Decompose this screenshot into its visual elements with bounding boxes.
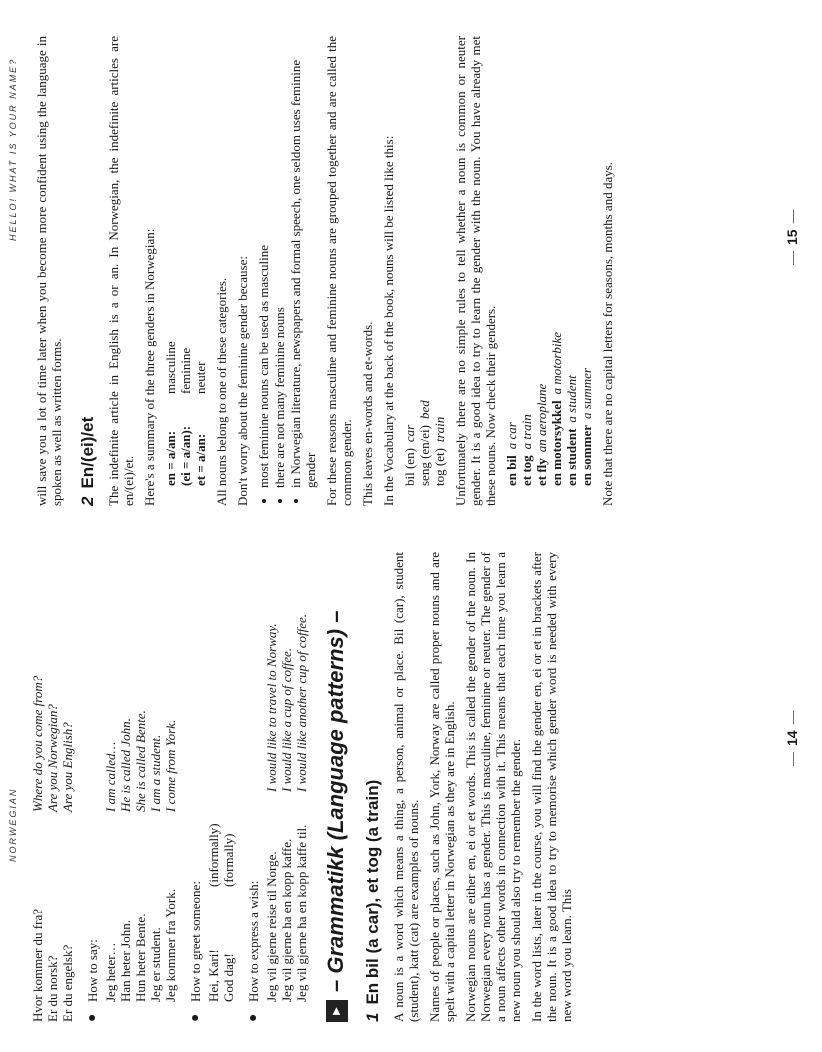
- page-number-right: — 15 —: [785, 203, 800, 271]
- phrase-row: [264, 552, 279, 1002]
- phrase-en: He is called John.: [118, 718, 133, 812]
- summary-row: [193, 36, 208, 486]
- paragraph: Names of people or places, such as John, York, Norway are called proper nouns and are spelt with a capital letter in Norwegian as they are in English.: [427, 552, 457, 1022]
- gender-en: a summer: [579, 368, 594, 419]
- summary-row: [178, 36, 193, 486]
- right-page-content: [28, 36, 621, 506]
- gender-no: en bil: [504, 455, 519, 486]
- paragraph: Unfortunately there are no simple rules to tell whether a noun is common or neuter gender. It is a good idea to try to learn the gender with the noun. You have already met these nouns. Now check their genders.: [453, 36, 498, 506]
- phrase-no: Jeg vil gjerne ha en kopp kaffe.: [279, 838, 294, 1002]
- bullet-how-to-say: [85, 552, 100, 1022]
- running-head-left: NORWEGIAN: [8, 787, 18, 862]
- left-page: [0, 526, 822, 1052]
- gender-en: a student: [564, 375, 579, 423]
- gender-row: [579, 36, 594, 486]
- section-number: 2: [78, 496, 97, 506]
- gender-row: [504, 36, 519, 486]
- section-title: En bil (a car), et tog (a train): [363, 779, 382, 1005]
- left-page-content: [30, 552, 580, 1022]
- how-to-greet-phrases: [206, 552, 236, 1022]
- phrases-intro: [30, 552, 75, 1022]
- gender-en: a car: [504, 422, 519, 450]
- vocab-row: [417, 36, 432, 486]
- vocab-example: [402, 36, 447, 486]
- phrase-row: [294, 552, 309, 1002]
- phrase-row: [163, 552, 178, 1002]
- bullet-dot-icon: ●: [188, 1013, 203, 1022]
- phrase-no: Hun heter Bente.: [133, 913, 148, 1002]
- section-number: 1: [363, 1012, 382, 1022]
- gender-row: [534, 36, 549, 486]
- gender-summary: [163, 36, 208, 486]
- phrase-en: I would like to travel to Norway.: [264, 623, 279, 792]
- phrase-no: Er du norsk?: [45, 955, 60, 1022]
- cassette-icon: ▶: [326, 1000, 348, 1022]
- bullet-label: How to say:: [85, 939, 100, 1002]
- bullet-label: How to greet someone:: [188, 881, 203, 1002]
- paragraph: The indefinite article in English is a or an. In Norwegian, the indefinite articles are en/(ei)/et.: [106, 36, 136, 506]
- phrase-row: [221, 552, 236, 1002]
- gender-no: en sommer: [579, 424, 594, 486]
- paragraph: For these reasons masculine and feminine nouns are grouped together and are called the common gender.: [324, 36, 354, 506]
- bullet-label: How to express a wish:: [246, 880, 261, 1002]
- gender-row: [519, 36, 534, 486]
- summary-row: [163, 36, 178, 486]
- paragraph: A noun is a word which means a thing, a person, animal or place. Bil (car), student (student), katt (cat) are examples of nouns.: [391, 552, 421, 1022]
- page-number-left: — 14 —: [785, 704, 800, 772]
- phrase-row: [103, 552, 118, 1002]
- phrase-no: Jeg vil gjerne reise til Norge.: [264, 851, 279, 1002]
- phrase-en: She is called Bente.: [133, 710, 148, 812]
- summary-value: masculine: [163, 341, 178, 394]
- bullet-how-to-wish: [246, 552, 261, 1022]
- paragraph: All nouns belong to one of these categories.: [214, 277, 229, 506]
- phrase-en: I am a student.: [148, 734, 163, 812]
- phrase-no: Jeg vil gjerne ha en kopp kaffe til.: [294, 824, 309, 1002]
- paragraph: Don't worry about the feminine gender because:: [235, 256, 250, 506]
- phrase-no: Jeg kommer fra York.: [163, 888, 178, 1002]
- vocab-row: [402, 36, 417, 486]
- phrase-row: [118, 552, 133, 1002]
- gender-row: [549, 36, 564, 486]
- gender-en: a train: [519, 414, 534, 450]
- phrase-row: [60, 552, 75, 1022]
- paragraph: In the Vocabulary at the back of the book, nouns will be listed like this:: [381, 135, 396, 506]
- phrase-no: Er du engelsk?: [60, 944, 75, 1022]
- vocab-en: bed: [417, 400, 432, 419]
- paragraph: This leaves en-words and et-words.: [360, 321, 375, 506]
- bullet-how-to-greet: [188, 552, 203, 1022]
- section-title: En/(ei)/et: [78, 416, 97, 489]
- phrase-note: (informally): [206, 823, 221, 887]
- list-item: • in Norwegian literature, newspapers and formal speech, one seldom uses feminine gender: [288, 36, 318, 488]
- gender-row: [564, 36, 579, 486]
- gender-en: a motorbike: [549, 331, 564, 395]
- phrase-row: [279, 552, 294, 1002]
- phrase-en: I come from York.: [163, 719, 178, 812]
- gender-no: en motorsykkel: [549, 400, 564, 486]
- vocab-no: tog (et): [432, 448, 447, 486]
- vocab-en: car: [402, 424, 417, 443]
- summary-key: (ei = a/an):: [178, 425, 193, 486]
- phrase-no: God dag!: [221, 953, 236, 1002]
- paragraph: In the word lists, later in the course, you will find the gender en, ei or et in brackets after the noun. It is a good idea to try to memorise which gender word is needed with every new word you learn. This: [529, 552, 574, 1022]
- section-1-heading: [363, 552, 383, 1022]
- summary-key: et = a/an:: [193, 433, 208, 486]
- phrase-no: Hei, Kari!: [206, 949, 221, 1002]
- paragraph: will save you a lot of time later when you become more confident using the language in spoken as well as written forms.: [34, 36, 64, 506]
- phrase-no: Han heter John.: [118, 920, 133, 1002]
- phrase-row: [45, 552, 60, 1022]
- gender-no: en student: [564, 428, 579, 486]
- phrase-row: [30, 552, 45, 1022]
- grammar-heading: [323, 552, 349, 1022]
- bullet-dot-icon: ●: [85, 1013, 100, 1022]
- summary-key: en = a/an:: [163, 430, 178, 486]
- vocab-row: [432, 36, 447, 486]
- grammar-heading-text: – Grammatikk (Language patterns) –: [323, 610, 348, 992]
- how-to-say-phrases: [103, 552, 178, 1022]
- paragraph: Note that there are no capital letters for seasons, months and days.: [600, 161, 615, 506]
- list-item: • there are not many feminine nouns: [272, 36, 287, 488]
- phrase-en: I would like another cup of coffee.: [294, 614, 309, 792]
- vocab-no: bil (en): [402, 448, 417, 486]
- phrase-no: Jeg heter…: [103, 942, 118, 1002]
- phrase-no: Jeg er student.: [148, 927, 163, 1002]
- gender-list: [504, 36, 594, 486]
- phrase-row: [133, 552, 148, 1002]
- how-to-wish-phrases: [264, 552, 309, 1022]
- gender-no: et fly: [534, 458, 549, 486]
- phrase-en: Where do you come from?: [30, 675, 45, 812]
- summary-value: neuter: [193, 361, 208, 394]
- section-2-heading: [78, 36, 98, 506]
- gender-en: an aeroplane: [534, 383, 549, 453]
- phrase-row: [148, 552, 163, 1002]
- phrase-row: [206, 552, 221, 1002]
- vocab-no: seng (en/ei): [417, 424, 432, 486]
- phrase-en: Are you English?: [60, 722, 75, 812]
- phrase-no: Hvor kommer du fra?: [30, 909, 45, 1022]
- phrase-en: Are you Norwegian?: [45, 704, 60, 812]
- running-head-right: HELLO! WHAT IS YOUR NAME?: [8, 57, 18, 241]
- list-item: • most feminine nouns can be used as masculine: [256, 36, 271, 488]
- gender-no: et tog: [519, 455, 534, 486]
- phrase-note: (formally): [221, 833, 236, 887]
- phrase-en: I would like a cup of coffee.: [279, 647, 294, 792]
- vocab-en: train: [432, 416, 447, 443]
- bullet-dot-icon: ●: [246, 1013, 261, 1022]
- phrase-en: I am called…: [103, 741, 118, 812]
- paragraph: Norwegian nouns are either en, ei or et words. This is called the gender of the noun. In Norwegian every noun has a gender. This is masculine, feminine or neuter. The gender of a noun affects other words in connection with it. This means that each time you learn a new noun you should also try to remember the gender.: [463, 552, 523, 1022]
- summary-value: feminine: [178, 347, 193, 394]
- feminine-reasons-list: [256, 36, 318, 506]
- paragraph: Here's a summary of the three genders in Norwegian:: [142, 228, 157, 506]
